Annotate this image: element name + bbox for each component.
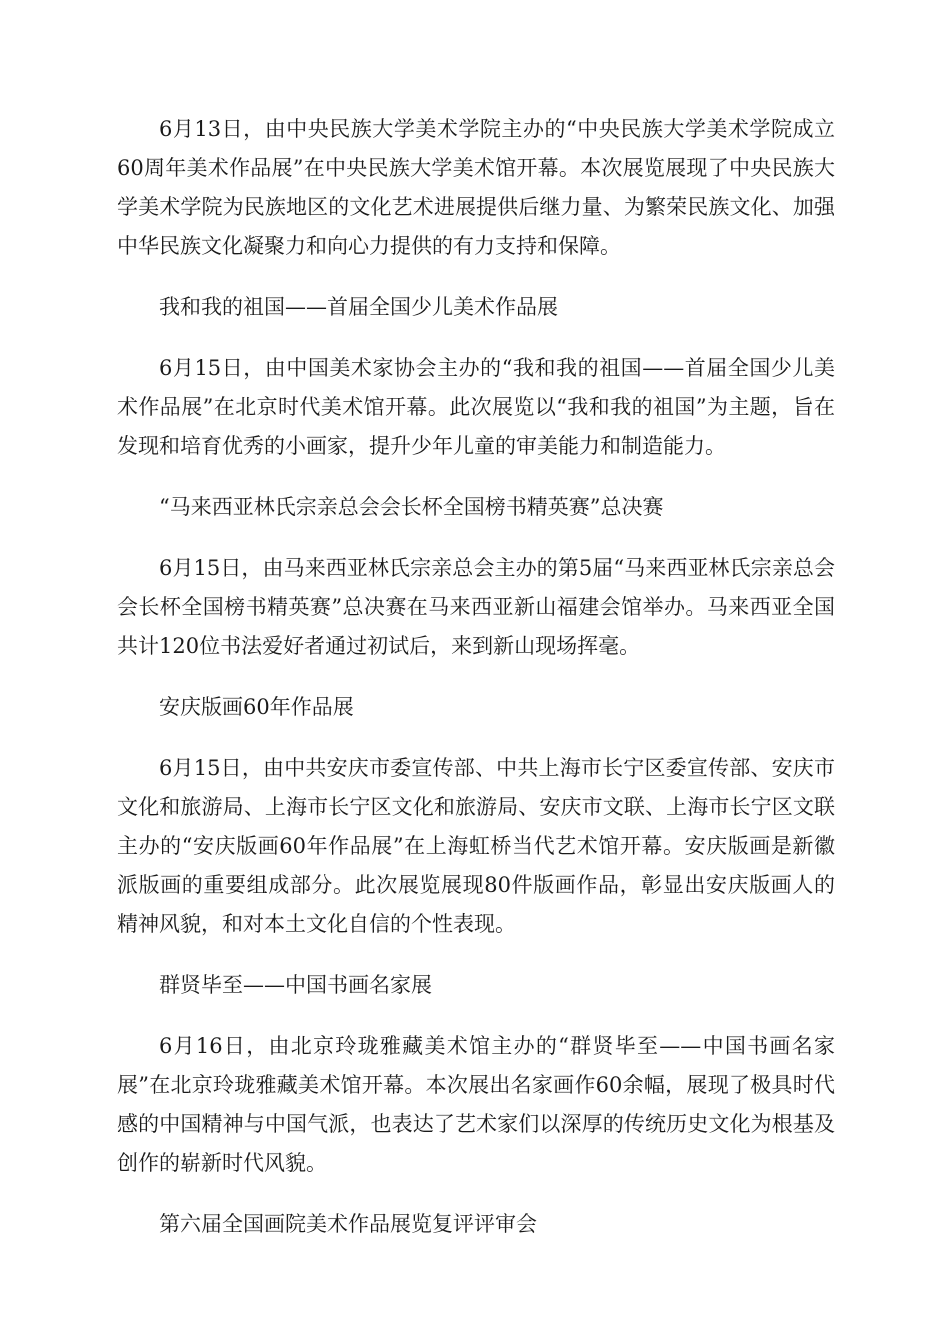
paragraph-children-art-exhibition: 6月15日，由中国美术家协会主办的“我和我的祖国——首届全国少儿美术作品展”在北京时代美术馆开幕。此次展览以“我和我的祖国”为主题，旨在发现和培育优秀的小画家，提升少年儿童的审美能力和制造能力。 [117, 356, 835, 458]
heading-anqing-print-exhibition: 安庆版画60年作品展 [159, 695, 354, 719]
paragraph-anqing-print-exhibition: 6月15日，由中共安庆市委宣传部、中共上海市长宁区委宣传部、安庆市文化和旅游局、上海市长宁区文化和旅游局、安庆市文联、上海市长宁区文联主办的“安庆版画60年作品展”在上海虹桥当代艺术馆开幕。安庆版画是新徽派版画的重要组成部分。此次展览展现80件版画作品，彰显出安庆版画人的精神风貌，和对本土文化自信的个性表现。 [117, 756, 835, 936]
paragraph-painting-masters-exhibition: 6月16日，由北京玲珑雅藏美术馆主办的“群贤毕至——中国书画名家展”在北京玲珑雅藏美术馆开幕。本次展出名家画作60余幅，展现了极具时代感的中国精神与中国气派，也表达了艺术家们以深厚的传统历史文化为根基及创作的崭新时代风貌。 [117, 1034, 835, 1175]
heading-children-art-exhibition: 我和我的祖国——首届全国少儿美术作品展 [159, 295, 558, 319]
heading-painting-masters-exhibition: 群贤毕至——中国书画名家展 [159, 973, 432, 997]
paragraph-calligraphy-contest: 6月15日，由马来西亚林氏宗亲总会主办的第5届“马来西亚林氏宗亲总会会长杯全国榜书精英赛”总决赛在马来西亚新山福建会馆举办。马来西亚全国共计120位书法爱好者通过初试后，来到新山现场挥毫。 [117, 556, 835, 658]
heading-academy-review-meeting: 第六届全国画院美术作品展览复评评审会 [159, 1212, 537, 1236]
heading-calligraphy-contest: “马来西亚林氏宗亲总会会长杯全国榜书精英赛”总决赛 [159, 495, 664, 519]
paragraph-minzu-60th-exhibition: 6月13日，由中央民族大学美术学院主办的“中央民族大学美术学院成立60周年美术作品展”在中央民族大学美术馆开幕。本次展览展现了中央民族大学美术学院为民族地区的文化艺术进展提供后继力量、为繁荣民族文化、加强中华民族文化凝聚力和向心力提供的有力支持和保障。 [117, 117, 835, 258]
article-body [117, 110, 835, 1266]
